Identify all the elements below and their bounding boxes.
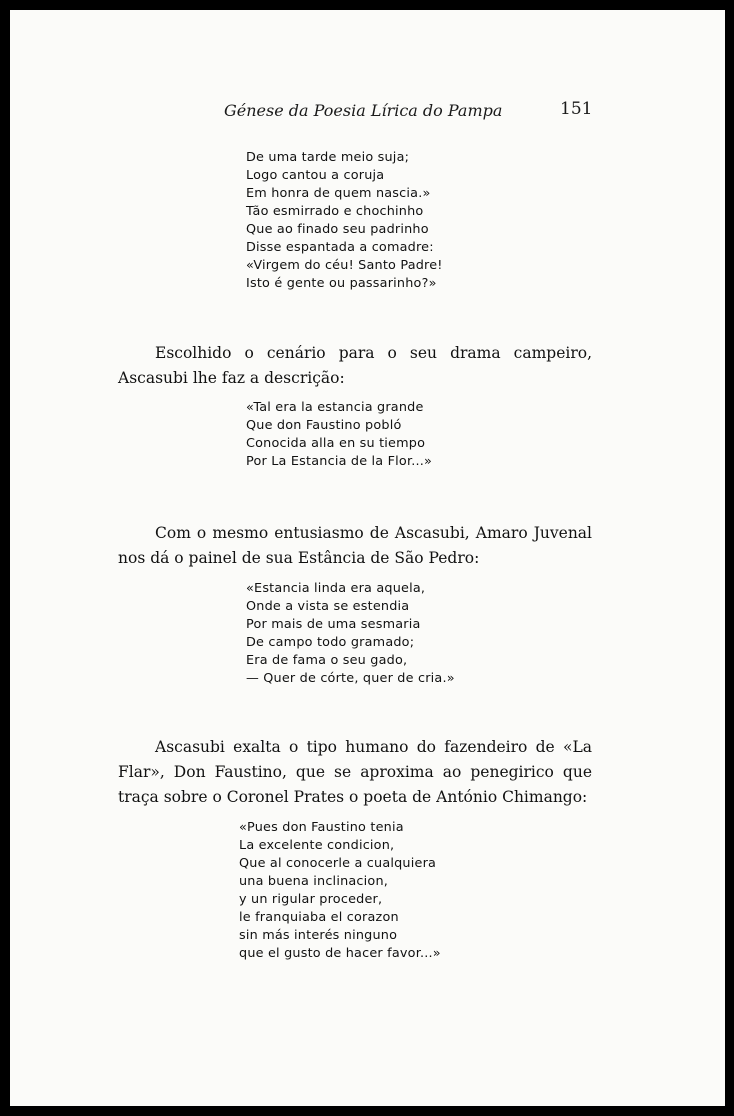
verse-line: Onde a vista se estendia bbox=[246, 599, 410, 614]
verse-stanza-1 bbox=[246, 149, 443, 293]
verse-stanza-3 bbox=[246, 580, 455, 688]
verse-line: que el gusto de hacer favor...» bbox=[239, 946, 441, 961]
verse-line: De uma tarde meio suja; bbox=[246, 150, 410, 165]
verse-line: Tão esmirrado e chochinho bbox=[246, 204, 424, 219]
verse-line: «Tal era la estancia grande bbox=[246, 400, 424, 415]
book-page bbox=[10, 10, 725, 1106]
prose-paragraph-3: Ascasubi exalta o tipo humano do fazendeiro de «La Flar», Don Faustino, que se aproxima ao penegirico que traça sobre o Coronel Prates o poeta de António Chimango: bbox=[118, 737, 592, 806]
verse-line: Isto é gente ou passarinho?» bbox=[246, 276, 437, 291]
verse-line: le franquiaba el corazon bbox=[239, 910, 399, 925]
verse-line: — Quer de córte, quer de cria.» bbox=[246, 671, 455, 686]
verse-line: Que don Faustino pobló bbox=[246, 418, 402, 433]
verse-line: sin más interés ninguno bbox=[239, 928, 398, 943]
verse-line: Que ao finado seu padrinho bbox=[246, 222, 429, 237]
verse-stanza-4 bbox=[239, 819, 441, 963]
verse-line: «Estancia linda era aquela, bbox=[246, 581, 426, 596]
verse-line: De campo todo gramado; bbox=[246, 635, 415, 650]
verse-line: La excelente condicion, bbox=[239, 838, 395, 853]
verse-line: Por La Estancia de la Flor...» bbox=[246, 454, 433, 469]
verse-line: Disse espantada a comadre: bbox=[246, 240, 434, 255]
verse-line: Era de fama o seu gado, bbox=[246, 653, 408, 668]
prose-paragraph-1: Escolhido o cenário para o seu drama campeiro, Ascasubi lhe faz a descrição: bbox=[118, 343, 592, 387]
verse-line: Conocida alla en su tiempo bbox=[246, 436, 426, 451]
verse-line: y un rigular proceder, bbox=[239, 892, 383, 907]
verse-line: «Pues don Faustino tenia bbox=[239, 820, 404, 835]
verse-line: Logo cantou a coruja bbox=[246, 168, 385, 183]
page-number: 151 bbox=[560, 99, 593, 119]
verse-line: Que al conocerle a cualquiera bbox=[239, 856, 437, 871]
verse-line: Por mais de uma sesmaria bbox=[246, 617, 421, 632]
running-header-title: Génese da Poesia Lírica do Pampa bbox=[224, 101, 503, 120]
verse-line: «Virgem do céu! Santo Padre! bbox=[246, 258, 443, 273]
prose-paragraph-2: Com o mesmo entusiasmo de Ascasubi, Amaro Juvenal nos dá o painel de sua Estância de São Pedro: bbox=[118, 523, 592, 567]
verse-line: una buena inclinacion, bbox=[239, 874, 389, 889]
verse-stanza-2 bbox=[246, 399, 432, 471]
verse-line: Em honra de quem nascia.» bbox=[246, 186, 431, 201]
